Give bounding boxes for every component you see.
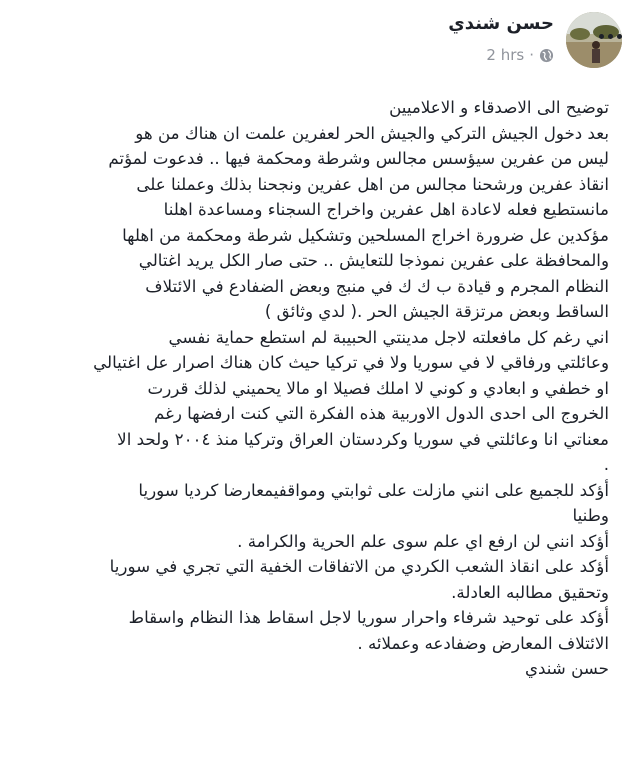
post-text-line: الائتلاف المعارض وضفادعه وعملائه . [357,632,609,653]
post-text-line: الساقط وبعض مرتزقة الجيش الحر .( لدي وثائق ) [264,301,609,321]
post-text-line: مؤكدين عل ضرورة اخراج المسلحين وتشكيل شرطة ومحكمة من اهلها [122,224,609,245]
post-text-line: ليس من عفرين سيؤسس مجالس وشرطة ومحكمة فيها .. فدعوت لمؤتم [108,148,609,168]
post-text-line: مانستطيع فعله لاعادة اهل عفرين واخراج السجناء ومساعدة اهلنا [163,199,609,219]
post-text-line: أؤكد على توحيد شرفاء واحرار سوريا لاجل اسقاط هذا النظام واسقاط [128,607,609,627]
post-header [0,0,640,84]
post-time[interactable]: 2 hrs [486,46,525,64]
more-dot [617,34,622,39]
post-text-line: توضيح الى الاصدقاء و الاعلاميين [389,97,609,117]
post-text-line: او خطفي و ابعادي و كوني لا املك فصيلا او مالا يحميني لذلك قررت [147,377,609,398]
more-dot [599,34,604,39]
post-meta [486,46,554,64]
globe-icon[interactable] [539,48,554,63]
post-text-line: أؤكد على انقاذ الشعب الكردي من الاتفاقات الخفية التي تجري في سوريا [109,556,609,576]
post-text-line: وتحقيق مطالبه العادلة. [451,581,609,602]
post-text-line: أؤكد للجميع على انني مازلت على ثوابتي ومواقفيمعارضا كرديا سوريا [138,479,609,500]
post-text-line: . [603,454,609,474]
post-text-line: انقاذ عفرين ورشحنا مجالس من اهل عفرين ونجحنا بذلك وعملنا على [136,173,609,194]
post-text-line: وعائلتي ورفاقي لا في سوريا ولا في تركيا حيث كان هناك اصرار عل اغتيالي [93,352,609,372]
post-text-line: النظام المجرم و قيادة ب ك ك في منبج وبعض الضفادع في الائتلاف [145,275,609,296]
meta-separator: · [529,46,534,64]
post-text-line: بعد دخول الجيش التركي والجيش الحر لعفرين علمت ان هناك من هو [135,122,609,143]
post-body [8,95,609,682]
post-text-line: اني رغم كل مافعلته لاجل مدينتي الحبيبة لم استطع حماية نفسي [168,326,609,347]
post-text-line: وطنيا [572,505,609,525]
post-text-line: والمحافظة على عفرين نموذجا للتعايش .. حتى صار الكل يريد اغتالي [138,250,609,270]
post-author-name[interactable]: حسن شندي [448,13,554,34]
more-dot [608,34,613,39]
more-options-icon[interactable] [596,26,624,46]
post-text-line: معناتي انا وعائلتي في سوريا وكردستان العراق وتركيا منذ ٢٠٠٤ ولحد الا [117,428,609,449]
post-text-line: حسن شندي [524,658,609,678]
post-text-line: أؤكد انني لن ارفع اي علم سوى علم الحرية والكرامة . [237,530,609,551]
post-text-line: الخروج الى احدى الدول الاوربية هذه الفكرة التي كنت ارفضها رغم [153,403,609,423]
